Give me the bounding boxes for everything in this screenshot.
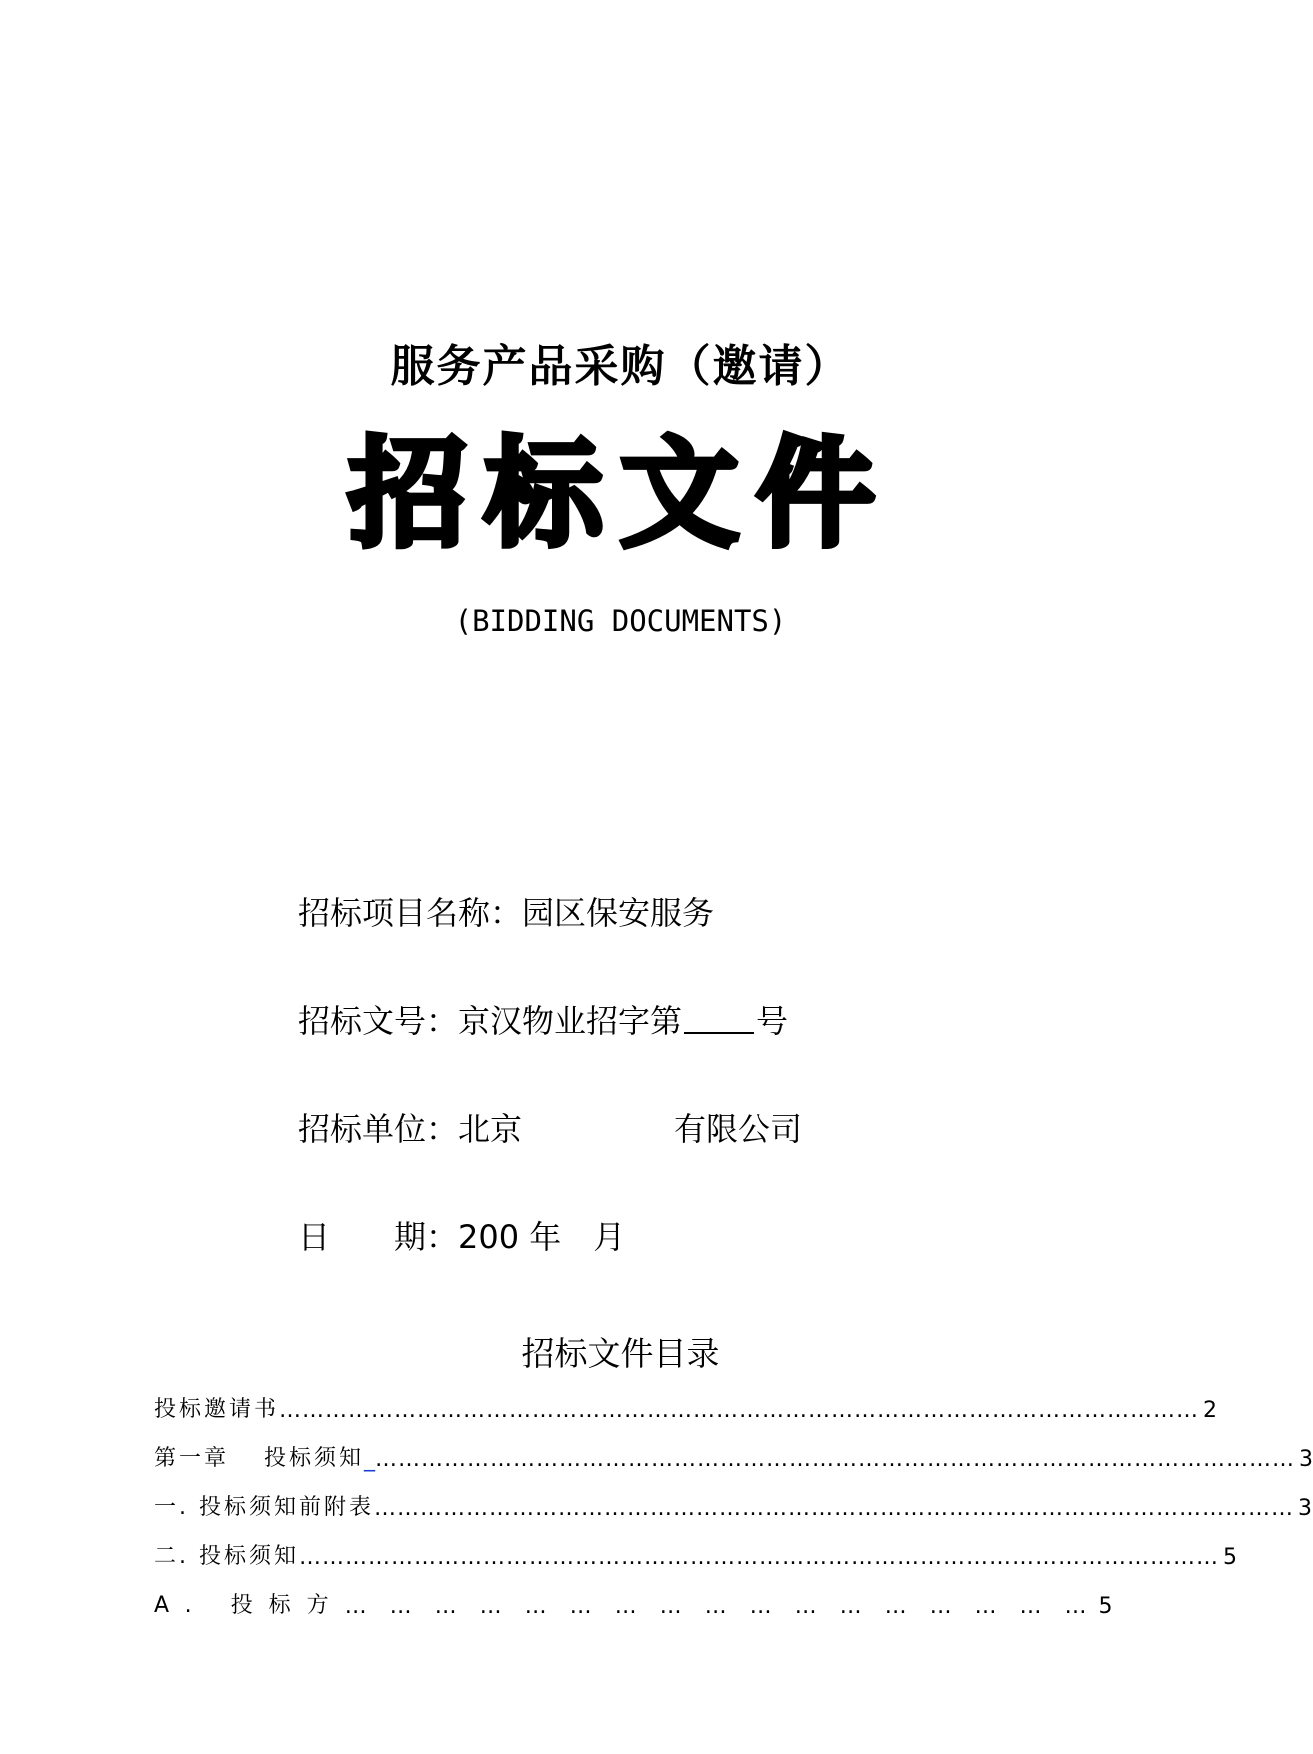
doc-number-row — [298, 996, 788, 1042]
doc-number-blank — [684, 1006, 754, 1034]
toc-item-label: 投标邀请书 — [154, 1397, 280, 1422]
doc-number-label: 招标文号： — [298, 1002, 459, 1040]
toc-item-mark: _ — [364, 1447, 375, 1472]
date-value: 200 年 月 — [458, 1218, 626, 1256]
toc-item-label: 二. 投标须知 — [154, 1544, 299, 1569]
toc-item-leader: … … … … … … … … … … … … … … … … … — [344, 1594, 1095, 1619]
toc-item-leader: ………………………………………………………………………………………………………… — [279, 1398, 1200, 1423]
toc-item[interactable] — [154, 1392, 1218, 1423]
toc-item-leader: ………………………………………………………………………………………………………… — [374, 1496, 1294, 1521]
toc-item-page: 5 — [1098, 1594, 1113, 1619]
doc-number-prefix: 京汉物业招字第 — [458, 1002, 683, 1040]
document-subtitle: 服务产品采购（邀请） — [390, 341, 851, 392]
date-row — [298, 1212, 625, 1258]
unit-prefix: 北京 — [458, 1110, 523, 1148]
unit-row — [298, 1104, 802, 1150]
toc-item-page: 3 — [1298, 1496, 1312, 1521]
toc-item-page: 3 — [1299, 1447, 1313, 1472]
toc-item[interactable] — [154, 1588, 1113, 1619]
toc-item[interactable] — [154, 1539, 1237, 1570]
toc-title: 招标文件目录 — [521, 1334, 720, 1373]
toc-item-leader: ………………………………………………………………………………………………………… — [375, 1447, 1295, 1472]
english-title: (BIDDING DOCUMENTS) — [454, 604, 787, 638]
toc-item-leader: ………………………………………………………………………………………………………… — [299, 1545, 1219, 1570]
toc-item-label: 一. 投标须知前附表 — [154, 1495, 374, 1520]
toc-item[interactable] — [154, 1441, 1313, 1472]
toc-item-page: 2 — [1203, 1398, 1218, 1423]
toc-item-label: A. 投标方 — [154, 1593, 345, 1618]
date-label: 日 期： — [298, 1218, 459, 1256]
document-title: 招标文件 — [348, 425, 893, 563]
project-name-label: 招标项目名称： — [298, 894, 523, 932]
project-name-row — [298, 888, 714, 934]
project-name-value: 园区保安服务 — [522, 894, 715, 932]
doc-number-suffix: 号 — [756, 1002, 789, 1040]
unit-label: 招标单位： — [298, 1110, 459, 1148]
unit-suffix: 有限公司 — [674, 1110, 803, 1148]
toc-item-label: 第一章 投标须知 — [154, 1446, 364, 1471]
toc-item[interactable] — [154, 1490, 1312, 1521]
toc-item-page: 5 — [1223, 1545, 1237, 1570]
